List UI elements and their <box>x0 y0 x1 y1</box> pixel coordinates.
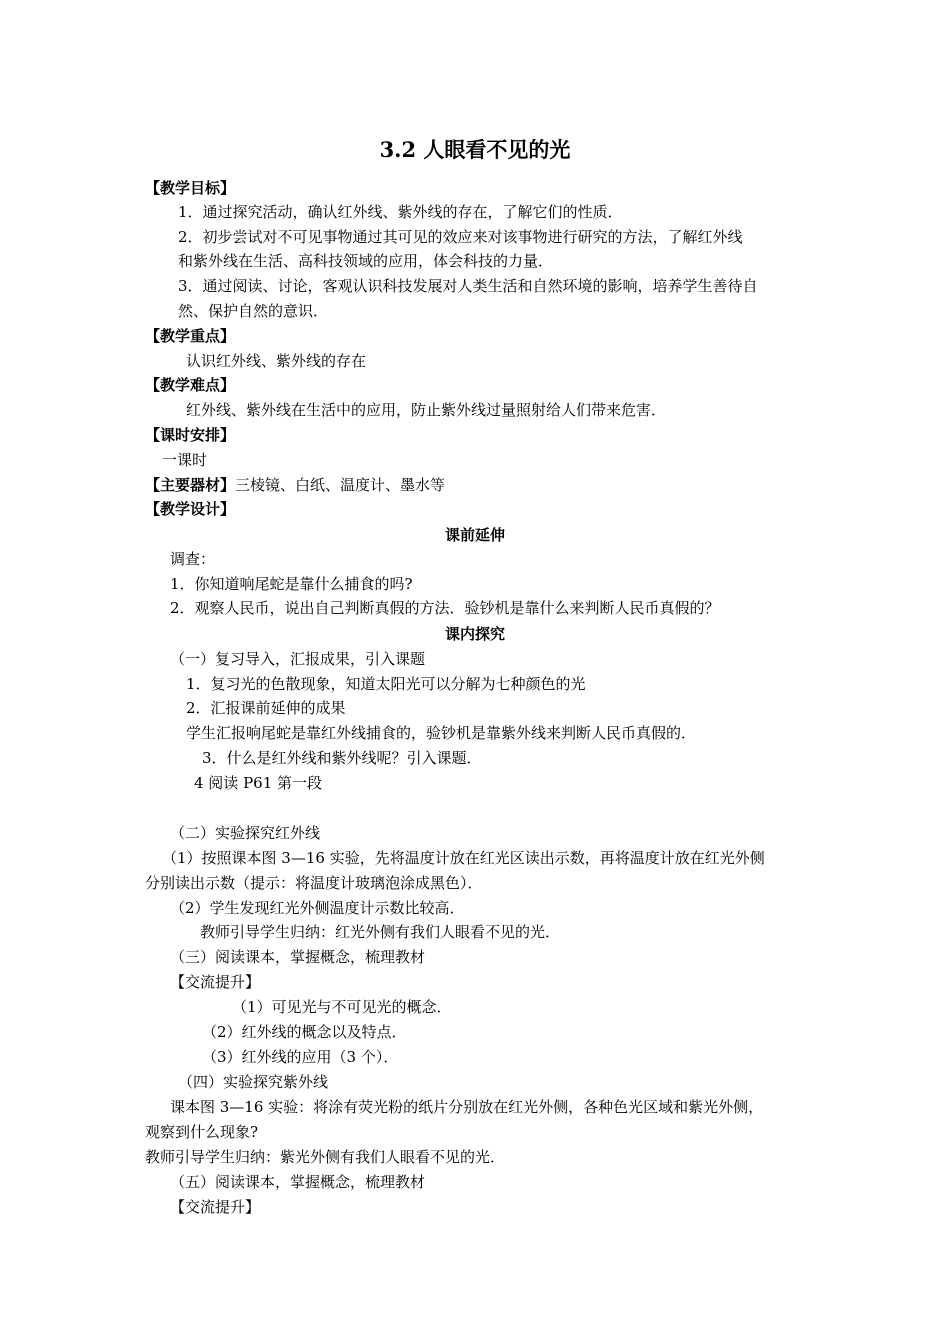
part-1-item-4: 4 阅读 P61 第一段 <box>194 774 323 792</box>
part-3-heading: （三）阅读课本，掌握概念，梳理教材 <box>170 948 426 966</box>
part-2-step-1-line-2: 分别读出示数（提示：将温度计玻璃泡涂成黑色）． <box>145 874 483 892</box>
pre-class-heading: 课前延伸 <box>444 526 505 544</box>
equipment-row <box>145 473 445 497</box>
equipment-text: 三棱镜、白纸、温度计、墨水等 <box>235 476 446 494</box>
objective-item-2-line-2: 和紫外线在生活、高科技领域的应用，体会科技的力量． <box>178 252 554 270</box>
in-class-heading: 课内探究 <box>444 625 505 643</box>
objective-item-2-line-1: 2．初步尝试对不可见事物通过其可见的效应来对该事物进行研究的方法，了解红外线 <box>178 228 743 246</box>
survey-label: 调查： <box>170 550 216 568</box>
part-2-step-2: （2）学生发现红光外侧温度计示数比较高． <box>170 899 465 917</box>
exchange-1-item-3: （3）红外线的应用（3 个）． <box>202 1048 399 1066</box>
part-4-conclusion: 教师引导学生归纳：紫光外侧有我们人眼看不见的光． <box>145 1148 506 1166</box>
part-4-step-line-2: 观察到什么现象? <box>145 1123 259 1141</box>
part-2-heading: （二）实验探究红外线 <box>170 824 321 842</box>
part-1-item-1: 1．复习光的色散现象，知道太阳光可以分解为七种颜色的光 <box>186 675 586 693</box>
objective-item-1: 1．通过探究活动，确认红外线、紫外线的存在，了解它们的性质． <box>178 203 623 221</box>
key-points-heading: 【教学重点】 <box>145 327 236 345</box>
page-title: 3.2 人眼看不见的光 <box>379 137 571 162</box>
difficulties-text: 红外线、紫外线在生活中的应用，防止紫外线过量照射给人们带来危害． <box>186 401 667 419</box>
part-1-heading: （一）复习导入，汇报成果，引入课题 <box>170 650 426 668</box>
exchange-2-heading: 【交流提升】 <box>170 1198 261 1216</box>
design-heading: 【教学设计】 <box>145 500 236 518</box>
part-5-heading: （五）阅读课本，掌握概念，梳理教材 <box>170 1173 426 1191</box>
objective-item-3-line-2: 然、保护自然的意识． <box>178 302 329 320</box>
part-4-heading: （四）实验探究紫外线 <box>178 1073 329 1091</box>
survey-question-1: 1．你知道响尾蛇是靠什么捕食的吗? <box>170 575 413 593</box>
exchange-1-item-1: （1）可见光与不可见光的概念． <box>232 998 452 1016</box>
equipment-heading: 【主要器材】 <box>145 476 236 494</box>
part-1-report: 学生汇报响尾蛇是靠红外线捕食的，验钞机是靠紫外线来判断人民币真假的． <box>186 724 697 742</box>
part-2-conclusion: 教师引导学生归纳：红光外侧有我们人眼看不见的光． <box>200 923 561 941</box>
exchange-1-heading: 【交流提升】 <box>170 973 261 991</box>
part-2-step-1-line-1: （1）按照课本图 3—16 实验，先将温度计放在红光区读出示数，再将温度计放在红光外侧 <box>162 849 765 867</box>
difficulties-heading: 【教学难点】 <box>145 376 236 394</box>
part-4-step-line-1: 课本图 3—16 实验：将涂有荧光粉的纸片分别放在红光外侧，各种色光区域和紫光外侧， <box>170 1098 764 1116</box>
exchange-1-item-2: （2）红外线的概念以及特点． <box>202 1023 407 1041</box>
objective-item-3-line-1: 3．通过阅读、讨论，客观认识科技发展对人类生活和自然环境的影响，培养学生善待自 <box>178 277 758 295</box>
schedule-heading: 【课时安排】 <box>145 426 236 444</box>
survey-question-2: 2．观察人民币，说出自己判断真假的方法．验钞机是靠什么来判断人民币真假的？ <box>170 599 720 617</box>
part-1-item-2: 2．汇报课前延伸的成果 <box>186 699 346 717</box>
objectives-heading: 【教学目标】 <box>145 179 236 197</box>
key-points-text: 认识红外线、紫外线的存在 <box>186 352 367 370</box>
schedule-text: 一课时 <box>162 451 208 469</box>
part-1-item-3: 3．什么是红外线和紫外线呢？引入课题． <box>202 749 482 767</box>
